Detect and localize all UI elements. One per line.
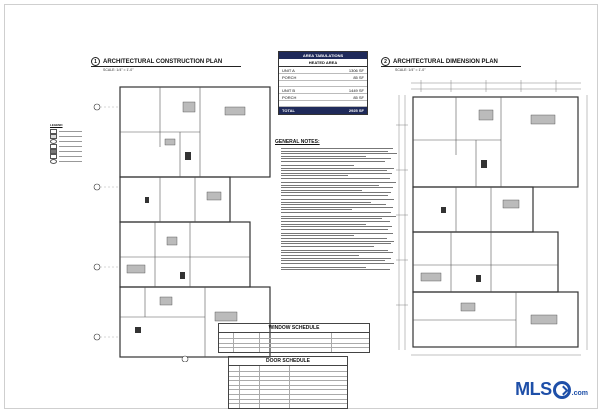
area-row-label: UNIT A xyxy=(282,67,295,73)
mls-logo-text: MLS xyxy=(515,379,552,399)
general-note-line xyxy=(281,267,366,268)
general-note-line xyxy=(281,185,379,186)
legend xyxy=(50,123,82,164)
general-note-line xyxy=(281,182,396,183)
area-row-value: 1306 SF xyxy=(348,67,364,73)
door-schedule xyxy=(228,356,348,409)
right-plan-title-text: ARCHITECTURAL DIMENSION PLAN xyxy=(393,58,498,65)
general-notes-body xyxy=(275,148,397,270)
general-note-line xyxy=(281,190,362,191)
general-note-line xyxy=(281,263,394,264)
area-row-value: 1449 SF xyxy=(348,87,364,93)
area-row-label: PORCH xyxy=(282,74,297,80)
general-note-line xyxy=(281,212,391,213)
general-note-line xyxy=(281,209,352,210)
general-note-line xyxy=(281,218,382,219)
right-plan-title-underline xyxy=(381,66,521,67)
legend-title: LEGEND xyxy=(50,123,63,127)
area-table-row xyxy=(279,94,367,101)
door-schedule-row xyxy=(229,404,347,408)
window-schedule-title: WINDOW SCHEDULE xyxy=(219,324,369,333)
general-note-line xyxy=(281,178,390,179)
general-note-line xyxy=(281,165,354,166)
dimension-floor-plan xyxy=(391,75,591,360)
area-table-row xyxy=(279,67,367,74)
general-note-line xyxy=(281,216,396,217)
construction-floor-plan xyxy=(85,77,275,362)
general-notes-title: GENERAL NOTES: xyxy=(275,139,320,145)
general-note-line xyxy=(281,226,392,227)
general-note-line xyxy=(281,187,393,188)
general-note-line xyxy=(281,246,374,247)
right-plan-number: 2 xyxy=(381,57,390,66)
legend-item xyxy=(50,159,82,164)
general-note-line xyxy=(281,243,391,244)
area-row-value: 85 SF xyxy=(353,74,364,80)
general-note-line xyxy=(281,199,394,200)
right-plan-scale: SCALE: 1/4" = 1'-0" xyxy=(395,68,426,72)
general-note-line xyxy=(281,158,391,159)
area-row-label: UNIT B xyxy=(282,87,296,93)
general-note-line xyxy=(281,207,393,208)
area-table-subtitle: HEATED AREA xyxy=(279,59,367,67)
area-total-label: TOTAL xyxy=(282,108,295,113)
general-note-line xyxy=(281,168,394,169)
area-table-row xyxy=(279,87,367,94)
general-note-line xyxy=(281,192,391,193)
area-row-value: 85 SF xyxy=(353,94,364,100)
general-note-line xyxy=(281,204,386,205)
mls-watermark xyxy=(515,379,588,400)
general-note-line xyxy=(281,250,388,251)
left-plan-number: 1 xyxy=(91,57,100,66)
area-table-title: AREA TABULATIONS xyxy=(279,52,367,59)
general-note-line xyxy=(281,156,366,157)
mls-logo-suffix: .com xyxy=(571,390,588,397)
area-row-label: PORCH xyxy=(282,94,297,100)
general-note-line xyxy=(281,258,391,259)
area-table-row xyxy=(279,74,367,81)
door-schedule-title: DOOR SCHEDULE xyxy=(229,357,347,366)
window-schedule xyxy=(218,323,370,353)
window-schedule-row xyxy=(219,348,369,352)
mls-logo-icon xyxy=(553,381,571,399)
general-note-line xyxy=(281,252,393,253)
general-note-line xyxy=(281,170,387,171)
general-note-line xyxy=(281,255,359,256)
right-plan-title xyxy=(381,57,498,66)
general-note-line xyxy=(281,151,388,152)
general-note-line xyxy=(281,173,392,174)
general-notes xyxy=(275,139,397,319)
general-note-line xyxy=(281,260,385,261)
general-note-line xyxy=(281,235,354,236)
general-note-line xyxy=(281,221,390,222)
left-plan-title-text: ARCHITECTURAL CONSTRUCTION PLAN xyxy=(103,58,223,65)
general-note-line xyxy=(281,269,390,270)
general-note-line xyxy=(281,224,366,225)
left-plan-title-underline xyxy=(91,66,241,67)
left-plan-title xyxy=(91,57,222,66)
general-note-line xyxy=(281,195,388,196)
general-note-line xyxy=(281,241,394,242)
area-table-total xyxy=(279,107,367,114)
general-note-line xyxy=(281,161,385,162)
left-plan-scale: SCALE: 1/4" = 1'-0" xyxy=(103,68,134,72)
general-note-line xyxy=(281,153,397,154)
general-note-line xyxy=(281,229,388,230)
area-total-value: 2925 SF xyxy=(348,108,364,113)
drawing-sheet xyxy=(4,4,598,409)
general-note-line xyxy=(281,175,348,176)
area-tabulations-table xyxy=(278,51,368,115)
general-note-line xyxy=(281,148,393,149)
general-note-line xyxy=(281,202,371,203)
general-note-line xyxy=(281,238,387,239)
general-note-line xyxy=(281,233,393,234)
